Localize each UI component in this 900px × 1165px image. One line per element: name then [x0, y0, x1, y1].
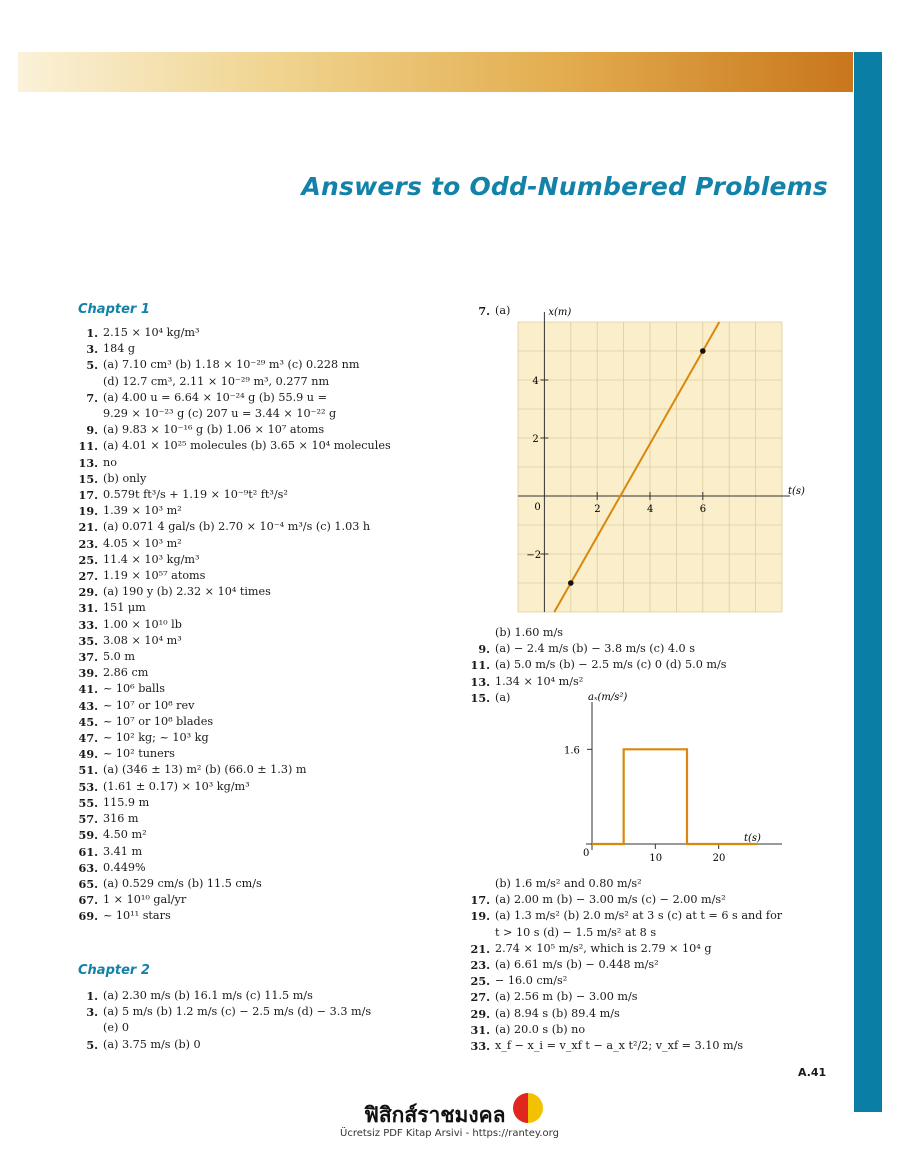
problem-number: 61. [78, 844, 98, 859]
problem-number: 15. [470, 691, 490, 705]
answer-text: (b) 1.60 m/s [495, 626, 564, 639]
answer-row [78, 341, 391, 357]
answer-row [78, 471, 391, 487]
answer-text: 115.9 m [103, 795, 150, 809]
problem-number: 5. [86, 358, 98, 373]
answer-row [470, 989, 782, 1005]
problem-number: 25. [78, 552, 98, 567]
answer-text: 316 m [103, 812, 139, 826]
acceleration-time-chart [540, 688, 790, 873]
problem-number: 59. [78, 828, 98, 843]
answer-text: ~ 10² kg; ~ 10³ kg [103, 731, 209, 745]
answer-row [78, 455, 391, 471]
answer-row [470, 908, 782, 924]
problem-number: 5. [86, 1037, 98, 1052]
problem-number: 37. [78, 650, 98, 665]
problem-number: 33. [78, 617, 98, 632]
answer-row [78, 633, 391, 649]
problem-number: 55. [78, 795, 98, 810]
data-point [568, 580, 574, 586]
answer-text: 1.39 × 10³ m² [103, 504, 182, 518]
answer-row [78, 844, 391, 860]
chapter-2-heading: Chapter 2 [78, 963, 150, 978]
problem-number: 9. [86, 423, 98, 438]
answer-text: (e) 0 [103, 1021, 130, 1035]
problem-number: 17. [470, 893, 490, 908]
answer-part: (a) [495, 691, 511, 704]
problem-number: 27. [470, 990, 490, 1005]
chapter-1-heading: Chapter 1 [78, 302, 150, 317]
position-time-chart [490, 300, 810, 630]
problem-number: 51. [78, 763, 98, 778]
problem-number: 29. [470, 1006, 490, 1021]
answer-text: 4.50 m² [103, 828, 147, 842]
answer-text: (a) 2.00 m (b) − 3.00 m/s (c) − 2.00 m/s² [495, 893, 726, 907]
problem-number: 7. [478, 304, 490, 318]
problem-number: 25. [470, 974, 490, 989]
origin-label: 0 [583, 848, 590, 859]
answer-text: t > 10 s (d) − 1.5 m/s² at 8 s [495, 925, 657, 939]
problem-number: 29. [78, 585, 98, 600]
answer-text: 5.0 m [103, 650, 135, 664]
answer-text: (a) 5 m/s (b) 1.2 m/s (c) − 2.5 m/s (d) − 3.3 m/s [103, 1005, 372, 1019]
answer-text: 3.41 m [103, 844, 143, 858]
problem-number: 67. [78, 893, 98, 908]
answer-text: 1.34 × 10⁴ m/s² [495, 674, 584, 688]
answer-text: 1.00 × 10¹⁰ lb [103, 617, 182, 631]
answer-text: 11.4 × 10³ kg/m³ [103, 552, 200, 566]
answer-row [78, 568, 391, 584]
answer-row [78, 811, 391, 827]
y-tick-label: 1.6 [564, 745, 580, 757]
answer-text: ~ 10⁷ or 10⁸ blades [103, 714, 214, 728]
answer-text: 1 × 10¹⁰ gal/yr [103, 893, 187, 907]
answer-row [470, 973, 782, 989]
problem-number: 13. [470, 674, 490, 689]
answer-text: (b) 1.6 m/s² and 0.80 m/s² [495, 877, 642, 890]
answer-row [78, 438, 391, 454]
problem-number: 33. [470, 1039, 490, 1054]
answers-17-33 [470, 876, 782, 1054]
answer-text: (a) 4.00 u = 6.64 × 10⁻²⁴ g (b) 55.9 u = [103, 390, 327, 404]
watermark-logo-icon [513, 1093, 543, 1123]
answer-text: (d) 12.7 cm³, 2.11 × 10⁻²⁹ m³, 0.277 nm [103, 374, 330, 388]
answer-row [78, 390, 391, 406]
answer-row [78, 536, 391, 552]
answer-text: (a) 7.10 cm³ (b) 1.18 × 10⁻²⁹ m³ (c) 0.228 nm [103, 358, 360, 372]
problem-number: 49. [78, 747, 98, 762]
answer-row [470, 1038, 782, 1054]
answer-part: (a) [495, 304, 511, 317]
answer-row [78, 600, 391, 616]
answer-text: 9.29 × 10⁻²³ g (c) 207 u = 3.44 × 10⁻²² g [103, 407, 337, 421]
answer-row [78, 730, 391, 746]
answer-row [470, 957, 782, 973]
answer-row [78, 422, 391, 438]
answer-text: (a) 0.529 cm/s (b) 11.5 cm/s [103, 876, 262, 890]
answer-row [470, 625, 727, 641]
answer-text: 4.05 × 10³ m² [103, 536, 182, 550]
x-axis-label: t(s) [788, 486, 805, 497]
problem-number: 11. [470, 658, 490, 673]
problem-number: 9. [478, 642, 490, 657]
answer-text: (1.61 ± 0.17) × 10³ kg/m³ [103, 779, 250, 793]
answer-text: (a) 2.56 m (b) − 3.00 m/s [495, 990, 638, 1004]
problem-number: 69. [78, 909, 98, 924]
answer-text: ~ 10⁶ balls [103, 682, 165, 696]
answer-text: 1.19 × 10⁵⁷ atoms [103, 569, 206, 583]
footer-text: Ücretsiz PDF Kitap Arsivi - https://rantey.org [340, 1128, 559, 1139]
answer-row [78, 649, 391, 665]
problem-number: 27. [78, 569, 98, 584]
answer-text: (a) 1.3 m/s² (b) 2.0 m/s² at 3 s (c) at t = 6 s and for [495, 909, 783, 923]
side-color-bar [854, 52, 882, 1112]
problem-number: 57. [78, 812, 98, 827]
series-line [592, 749, 757, 844]
problem-number: 19. [78, 504, 98, 519]
answer-row [78, 519, 391, 535]
answer-text: (a) 8.94 s (b) 89.4 m/s [495, 1006, 620, 1020]
answer-row [78, 714, 391, 730]
problem-number: 23. [78, 536, 98, 551]
problem-number: 41. [78, 682, 98, 697]
answer-row [78, 374, 391, 390]
answer-row [78, 762, 391, 778]
answer-text: ~ 10² tuners [103, 747, 175, 761]
answer-text: − 16.0 cm/s² [495, 974, 568, 988]
page-title: Answers to Odd-Numbered Problems [301, 172, 828, 201]
answer-text: (a) 2.30 m/s (b) 16.1 m/s (c) 11.5 m/s [103, 989, 313, 1002]
answer-row [78, 779, 391, 795]
problem-number: 47. [78, 731, 98, 746]
answer-row [470, 1022, 782, 1038]
answer-row [78, 1037, 371, 1053]
x-tick-label: 10 [649, 853, 663, 864]
answers-9-13 [470, 625, 727, 690]
answer-row [78, 827, 391, 843]
y-tick-label: 4 [532, 376, 539, 387]
problem-number: 43. [78, 698, 98, 713]
problem-number: 3. [86, 342, 98, 357]
problem-number: 35. [78, 633, 98, 648]
answer-row [78, 617, 391, 633]
answer-text: 3.08 × 10⁴ m³ [103, 633, 182, 647]
y-axis-label: aₓ(m/s²) [588, 692, 628, 703]
answer-text: 151 μm [103, 601, 146, 615]
problem-number: 3. [86, 1005, 98, 1020]
answer-text: (a) 9.83 × 10⁻¹⁶ g (b) 1.06 × 10⁷ atoms [103, 423, 325, 437]
problem-number: 11. [78, 439, 98, 454]
problem-number: 53. [78, 779, 98, 794]
answer-text: (a) 5.0 m/s (b) − 2.5 m/s (c) 0 (d) 5.0 m/s [495, 658, 727, 672]
answer-row [470, 941, 782, 957]
x-axis-label: t(s) [744, 833, 761, 844]
x-tick-label: 20 [712, 853, 726, 864]
page-number: A.41 [798, 1066, 827, 1079]
answer-text: (a) 3.75 m/s (b) 0 [103, 1037, 201, 1051]
problem-number: 1. [86, 989, 98, 1003]
problem-number: 13. [78, 455, 98, 470]
problem-number: 7. [86, 390, 98, 405]
problem-number: 31. [470, 1022, 490, 1037]
answer-row [470, 925, 782, 941]
answer-row [78, 325, 391, 341]
header-banner [18, 52, 853, 92]
origin-label: 0 [534, 502, 541, 513]
answer-row [78, 406, 391, 422]
y-tick-label: −2 [526, 550, 542, 561]
chapter-2-answers [78, 988, 371, 1053]
answer-row [78, 746, 391, 762]
answer-text: (a) 6.61 m/s (b) − 0.448 m/s² [495, 958, 659, 972]
answer-text: 2.86 cm [103, 666, 149, 680]
y-tick-label: 2 [532, 434, 539, 445]
answer-row [78, 357, 391, 373]
problem-number: 45. [78, 714, 98, 729]
answer-text: (a) 20.0 s (b) no [495, 1022, 586, 1036]
answer-row [470, 641, 727, 657]
answer-row [78, 1004, 371, 1020]
problem-number: 65. [78, 876, 98, 891]
watermark-logo-text: ฟิสิกส์ราชมงคล [364, 1103, 506, 1127]
problem-number: 31. [78, 601, 98, 616]
problem-number: 17. [78, 488, 98, 503]
answer-row [78, 860, 391, 876]
chapter-1-answers [78, 325, 391, 925]
x-tick-label: 2 [594, 504, 601, 515]
answer-row [78, 988, 371, 1004]
problem-number: 63. [78, 860, 98, 875]
x-tick-label: 6 [699, 504, 707, 515]
answer-row [78, 908, 391, 924]
answer-row [78, 487, 391, 503]
answer-row [78, 584, 391, 600]
problem-number: 19. [470, 909, 490, 924]
answer-row [78, 665, 391, 681]
answer-row [78, 795, 391, 811]
answer-text: x_f − x_i = v_xf t − a_x t²/2; v_xf = 3.10 m/s [495, 1039, 744, 1053]
answer-text: 184 g [103, 342, 136, 356]
answer-text: 0.449% [103, 860, 146, 874]
problem-15-label [470, 690, 510, 706]
problem-number: 1. [86, 326, 98, 340]
answer-row [78, 892, 391, 908]
answer-row [78, 1020, 371, 1036]
data-point [700, 348, 706, 354]
answer-text: (a) 4.01 × 10²⁵ molecules (b) 3.65 × 10⁴ molecules [103, 439, 391, 453]
x-tick-label: 4 [647, 504, 654, 515]
problem-number: 23. [470, 958, 490, 973]
problem-number: 21. [470, 941, 490, 956]
answer-row [78, 698, 391, 714]
answer-text: (a) (346 ± 13) m² (b) (66.0 ± 1.3) m [103, 763, 307, 777]
answer-text: 2.74 × 10⁵ m/s², which is 2.79 × 10⁴ g [495, 941, 712, 955]
answer-text: no [103, 455, 117, 469]
answer-text: (a) 190 y (b) 2.32 × 10⁴ times [103, 585, 271, 599]
answer-text: ~ 10¹¹ stars [103, 909, 171, 923]
answer-row [78, 503, 391, 519]
answer-text: ~ 10⁷ or 10⁸ rev [103, 698, 195, 712]
problem-number: 39. [78, 666, 98, 681]
answer-text: 0.579t ft³/s + 1.19 × 10⁻⁹t² ft³/s² [103, 488, 288, 502]
answer-text: (a) 0.071 4 gal/s (b) 2.70 × 10⁻⁴ m³/s (c) 1.03 h [103, 520, 371, 534]
answer-text: (a) − 2.4 m/s (b) − 3.8 m/s (c) 4.0 s [495, 642, 695, 656]
y-axis-label: x(m) [548, 307, 572, 318]
answer-row [78, 552, 391, 568]
answer-row [78, 876, 391, 892]
answer-row [470, 892, 782, 908]
problem-number: 15. [78, 471, 98, 486]
answer-row [78, 681, 391, 697]
answer-text: (b) only [103, 471, 147, 485]
answer-text: 2.15 × 10⁴ kg/m³ [103, 326, 200, 339]
answer-row [470, 657, 727, 673]
answer-row [470, 1006, 782, 1022]
answer-row [470, 876, 782, 892]
problem-number: 21. [78, 520, 98, 535]
